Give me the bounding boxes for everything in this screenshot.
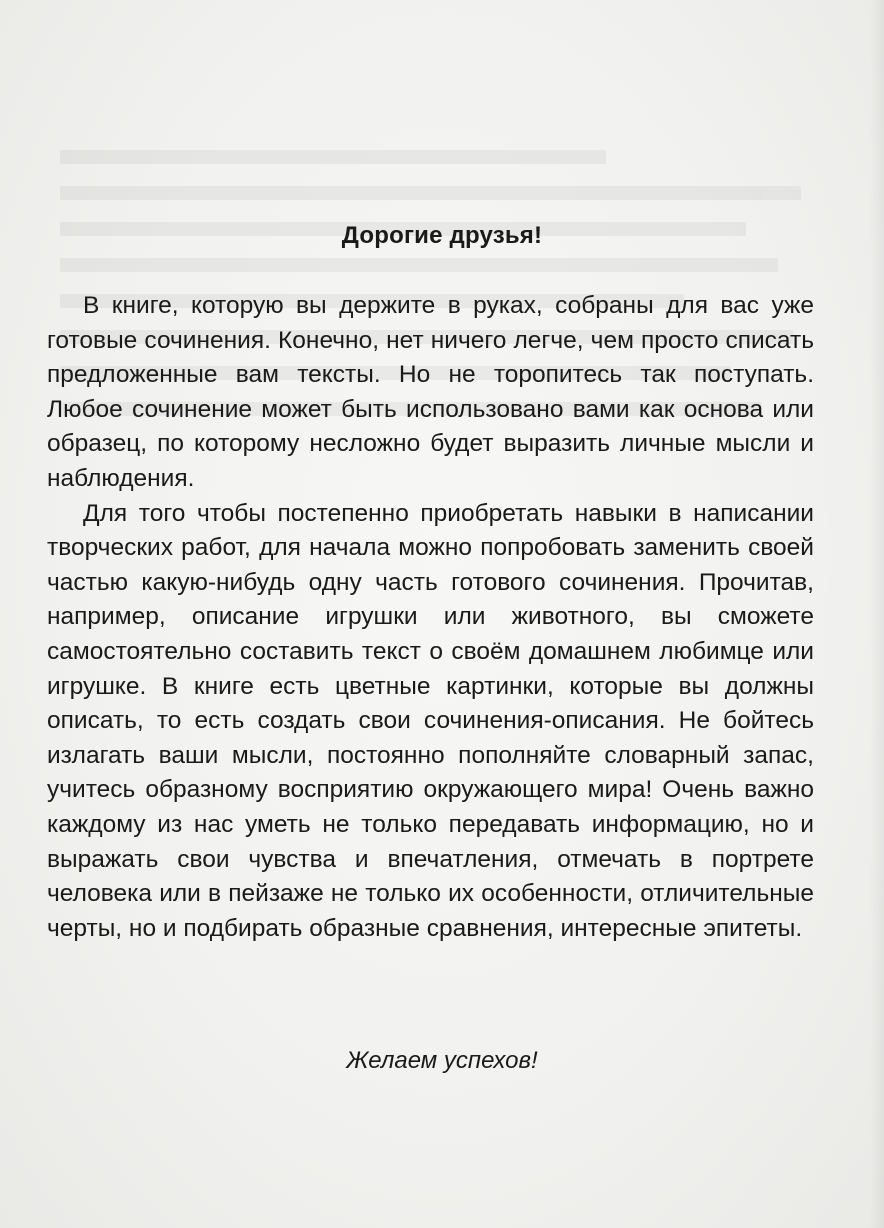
closing-wish: Желаем успехов! bbox=[346, 1047, 538, 1074]
paragraph-1: В книге, которую вы держите в руках, собраны для вас уже готовые сочинения. Конечно, нет ничего легче, чем просто списать предложенные вам тексты. Но не торопитесь так поступать. Любое сочинение может быть использовано вами как основа или образец, по которому несложно будет выразить личные мысли и наблюдения. bbox=[47, 292, 814, 492]
page-title: Дорогие друзья! bbox=[341, 222, 543, 249]
paragraph-2: Для того чтобы постепенно приобретать навыки в написании творческих работ, для начала можно попробовать заменить своей частью какую-нибудь одну часть готового сочинения. Прочитав, например, описание игрушки или животного, вы сможете самостоятельно составить текст о своём домашнем любимце или игрушке. В книге есть цветные картинки, которые вы должны описать, то есть создать свои сочинения-описания. Не бойтесь излагать ваши мысли, постоянно пополняйте словарный запас, учитесь образному восприятию окружающего мира! Очень важно каждому из нас уметь не только передавать информацию, но и выражать свои чувства и впечатления, отмечать в портрете человека или в пейзаже не только их особенности, отличительные черты, но и подбирать образные сравнения, интересные эпитеты. bbox=[47, 499, 814, 942]
body-text bbox=[47, 289, 814, 946]
page-edge-shadow bbox=[870, 0, 884, 1228]
